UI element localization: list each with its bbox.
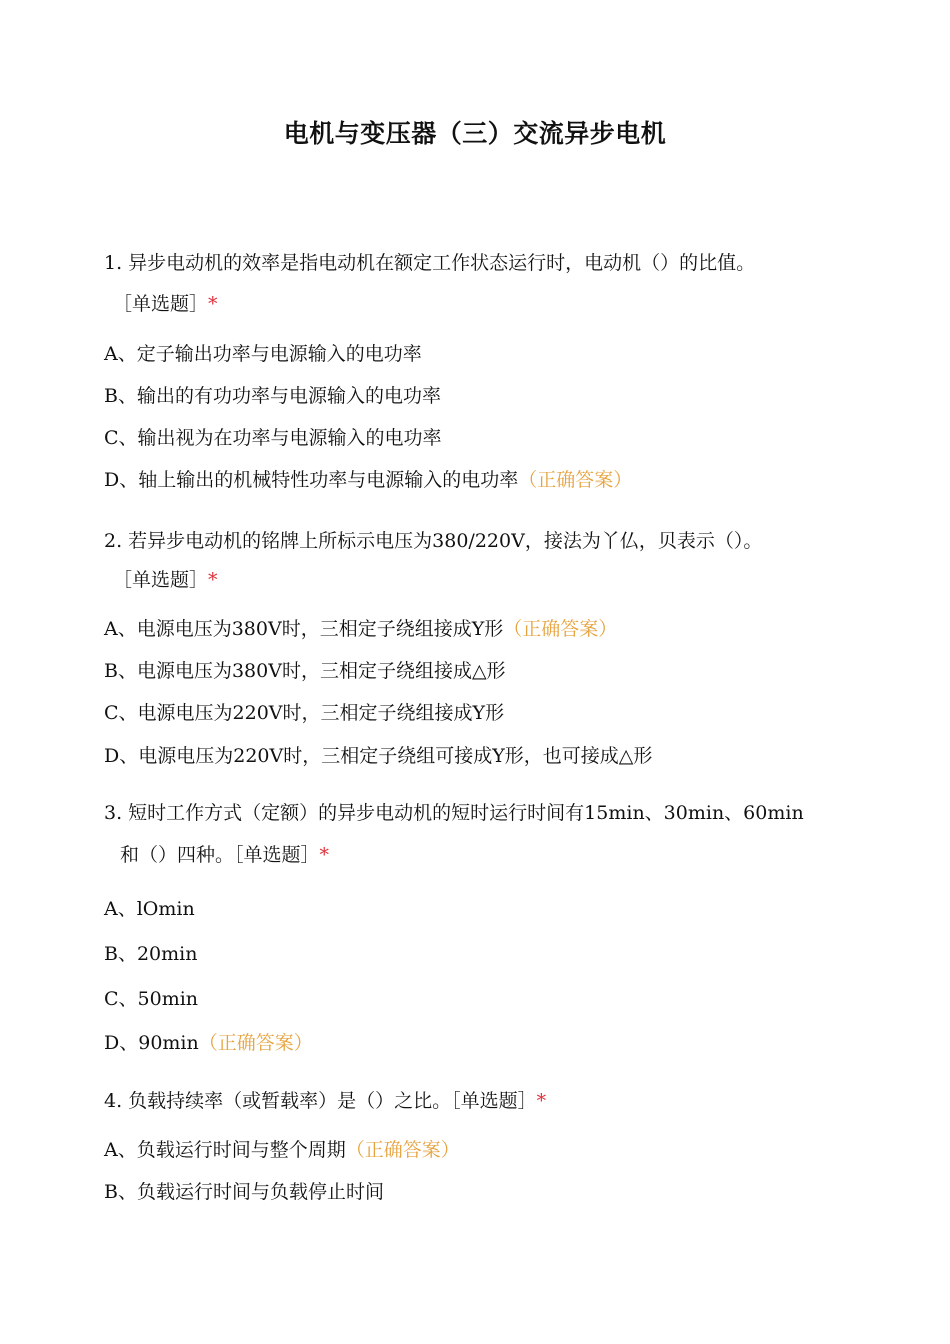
question-4-stem: 4. 负载持续率（或暂载率）是（）之比。［单选题］* [104, 1090, 547, 1112]
correct-answer-tag: （正确答案） [518, 469, 633, 491]
question-3-option-c[interactable]: C、50min [104, 988, 199, 1010]
question-2-option-a[interactable]: A、电源电压为380V时，三相定子绕组接成Y形（正确答案） [104, 618, 618, 640]
question-3-option-b[interactable]: B、20min [104, 943, 198, 965]
question-3-stem-cont: 和（）四种。［单选题］* [120, 844, 330, 866]
question-4-option-a[interactable]: A、负载运行时间与整个周期（正确答案） [104, 1139, 460, 1161]
required-marker: * [208, 569, 218, 591]
question-2-type: ［单选题］* [113, 569, 218, 591]
question-1-stem: 1. 异步电动机的效率是指电动机在额定工作状态运行时，电动机（）的比值。 [104, 252, 756, 274]
question-3-option-a[interactable]: A、lOmin [104, 898, 195, 920]
question-1-option-a[interactable]: A、定子输出功率与电源输入的电功率 [104, 343, 422, 365]
question-3-option-d[interactable]: D、90min（正确答案） [104, 1032, 313, 1054]
question-2-option-b[interactable]: B、电源电压为380V时，三相定子绕组接成△形 [104, 660, 506, 682]
question-1-option-d[interactable]: D、轴上输出的机械特性功率与电源输入的电功率（正确答案） [104, 469, 633, 491]
question-2-option-c[interactable]: C、电源电压为220V时，三相定子绕组接成Y形 [104, 702, 505, 724]
question-2-option-d[interactable]: D、电源电压为220V时，三相定子绕组可接成Y形，也可接成△形 [104, 745, 653, 767]
correct-answer-tag: （正确答案） [198, 1032, 313, 1054]
required-marker: * [536, 1090, 547, 1112]
question-1-option-c[interactable]: C、输出视为在功率与电源输入的电功率 [104, 427, 442, 449]
question-3-stem: 3. 短时工作方式（定额）的异步电动机的短时运行时间有15min、30min、60min [104, 802, 804, 824]
required-marker: * [319, 844, 330, 866]
question-4-option-b[interactable]: B、负载运行时间与负载停止时间 [104, 1181, 384, 1203]
page-title: 电机与变压器（三）交流异步电机 [283, 119, 667, 148]
question-2-stem: 2. 若异步电动机的铭牌上所标示电压为380/220V，接法为丫仏，贝表示（）。 [104, 530, 763, 552]
required-marker: * [208, 293, 218, 315]
question-1-type: ［单选题］* [113, 293, 218, 315]
correct-answer-tag: （正确答案） [345, 1139, 460, 1161]
correct-answer-tag: （正确答案） [503, 618, 618, 640]
question-1-option-b[interactable]: B、输出的有功功率与电源输入的电功率 [104, 385, 441, 407]
